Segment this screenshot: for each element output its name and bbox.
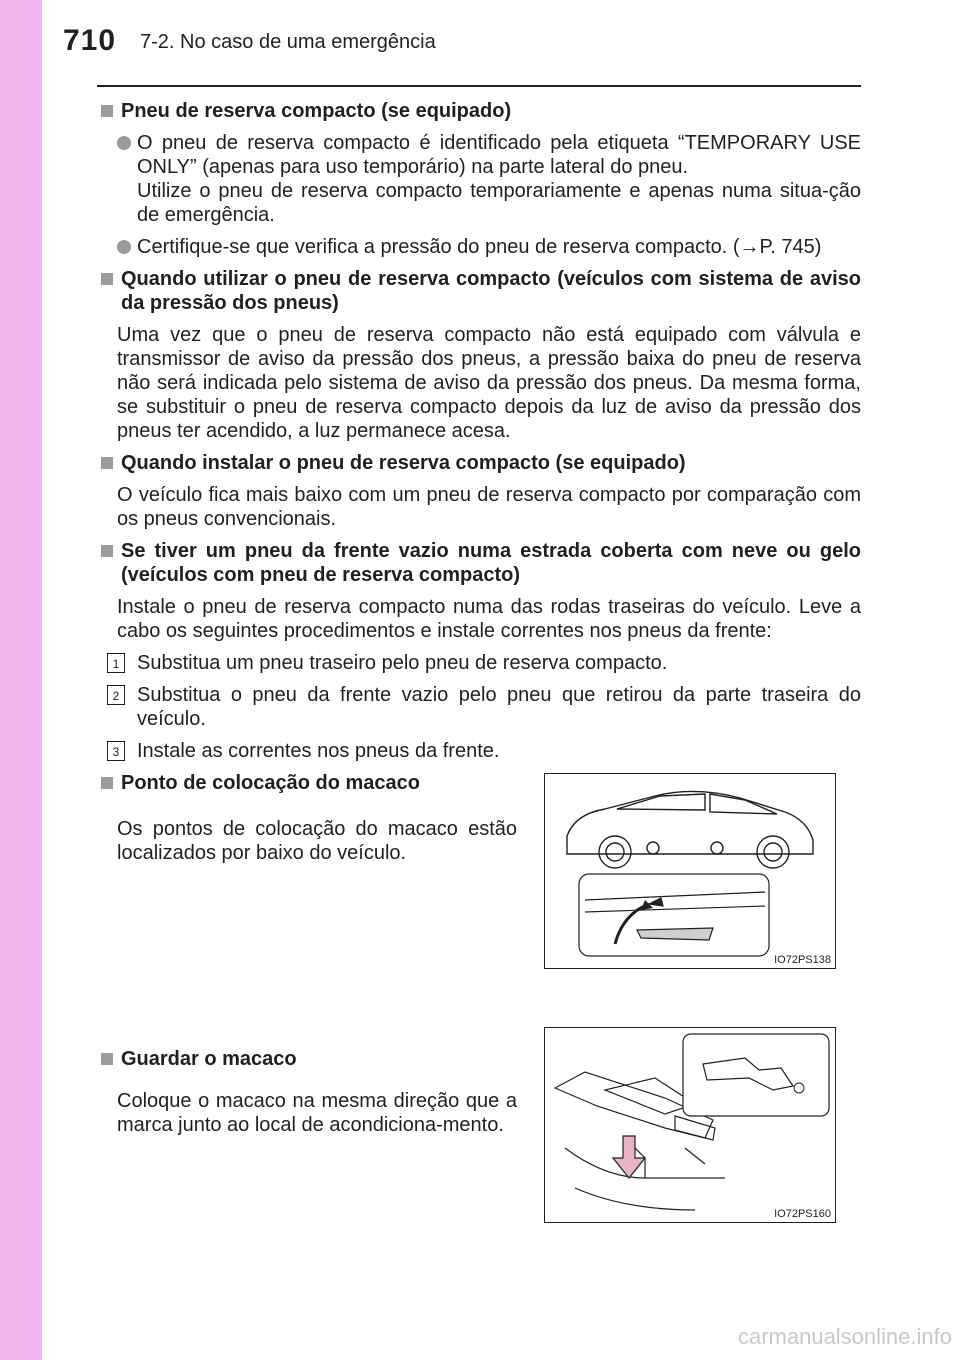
bullet-text: Utilize o pneu de reserva compacto temporariamente e apenas numa situa-ção de emergência. bbox=[137, 180, 861, 226]
section-title: Quando instalar o pneu de reserva compacto (se equipado) bbox=[121, 452, 686, 474]
figure-code: IO72PS160 bbox=[774, 1208, 831, 1220]
step-item bbox=[107, 683, 861, 731]
square-bullet-icon bbox=[101, 545, 113, 557]
bullet-item bbox=[117, 131, 861, 227]
section-title: Ponto de colocação do macaco bbox=[121, 772, 420, 794]
step-number: 2 bbox=[107, 685, 125, 705]
paragraph: O veículo fica mais baixo com um pneu de reserva compacto por comparação com os pneus convencionais. bbox=[117, 484, 861, 530]
paragraph: Os pontos de colocação do macaco estão localizados por baixo do veículo. bbox=[117, 818, 517, 864]
header-rule bbox=[97, 85, 861, 87]
step-text: Substitua o pneu da frente vazio pelo pneu que retirou da parte traseira do veículo. bbox=[137, 684, 861, 730]
side-color-tab bbox=[0, 0, 42, 1360]
step-text: Instale as correntes nos pneus da frente. bbox=[137, 740, 500, 762]
bullet-text: O pneu de reserva compacto é identificado pela etiqueta “TEMPORARY USE ONLY” (apenas para uso temporário) na parte lateral do pneu. bbox=[137, 132, 861, 178]
section-title: Guardar o macaco bbox=[121, 1048, 297, 1070]
square-bullet-icon bbox=[101, 273, 113, 285]
section-title: Pneu de reserva compacto (se equipado) bbox=[121, 100, 512, 122]
section-heading bbox=[97, 539, 861, 587]
section-heading bbox=[97, 451, 861, 475]
jack-storage-illustration bbox=[545, 1028, 835, 1222]
section-heading bbox=[97, 99, 861, 123]
page-content bbox=[97, 95, 861, 1137]
chapter-title: 7-2. No caso de uma emergência bbox=[140, 31, 436, 53]
bullet-text: Certifique-se que verifica a pressão do pneu de reserva compacto. (→P. 745) bbox=[137, 236, 822, 258]
paragraph: Instale o pneu de reserva compacto numa das rodas traseiras do veículo. Leve a cabo os seguintes procedimentos e instale correntes nos pneus da frente: bbox=[117, 596, 861, 642]
bullet-item bbox=[117, 235, 861, 259]
step-text: Substitua um pneu traseiro pelo pneu de reserva compacto. bbox=[137, 652, 668, 674]
section-title: Quando utilizar o pneu de reserva compacto (veículos com sistema de aviso da pressão dos pneus) bbox=[121, 268, 861, 314]
jack-point-figure bbox=[544, 773, 836, 969]
jack-storage-figure bbox=[544, 1027, 836, 1223]
square-bullet-icon bbox=[101, 1053, 113, 1065]
circle-bullet-icon bbox=[117, 240, 131, 254]
car-jack-point-illustration bbox=[545, 774, 835, 968]
watermark: carmanualsonline.info bbox=[737, 1324, 952, 1349]
step-number: 1 bbox=[107, 653, 125, 673]
step-item bbox=[107, 739, 861, 763]
circle-bullet-icon bbox=[117, 136, 131, 150]
square-bullet-icon bbox=[101, 777, 113, 789]
square-bullet-icon bbox=[101, 105, 113, 117]
paragraph: Uma vez que o pneu de reserva compacto não está equipado com válvula e transmissor de aviso da pressão dos pneus, a pressão baixa do pneu de reserva não será indicada pelo sistema de aviso da pressão dos pneus. Da mesma forma, se substituir o pneu de reserva compacto depois da luz de aviso da pressão dos pneus ter acendido, a luz permanece acesa. bbox=[117, 324, 861, 442]
step-item bbox=[107, 651, 861, 675]
page-number: 710 bbox=[63, 24, 117, 57]
section-title: Se tiver um pneu da frente vazio numa estrada coberta com neve ou gelo (veículos com pneu de reserva compacto) bbox=[121, 540, 861, 586]
step-number: 3 bbox=[107, 741, 125, 761]
section-heading bbox=[97, 267, 861, 315]
paragraph: Coloque o macaco na mesma direção que a marca junto ao local de acondiciona-mento. bbox=[117, 1090, 517, 1136]
square-bullet-icon bbox=[101, 457, 113, 469]
figure-code: IO72PS138 bbox=[774, 954, 831, 966]
